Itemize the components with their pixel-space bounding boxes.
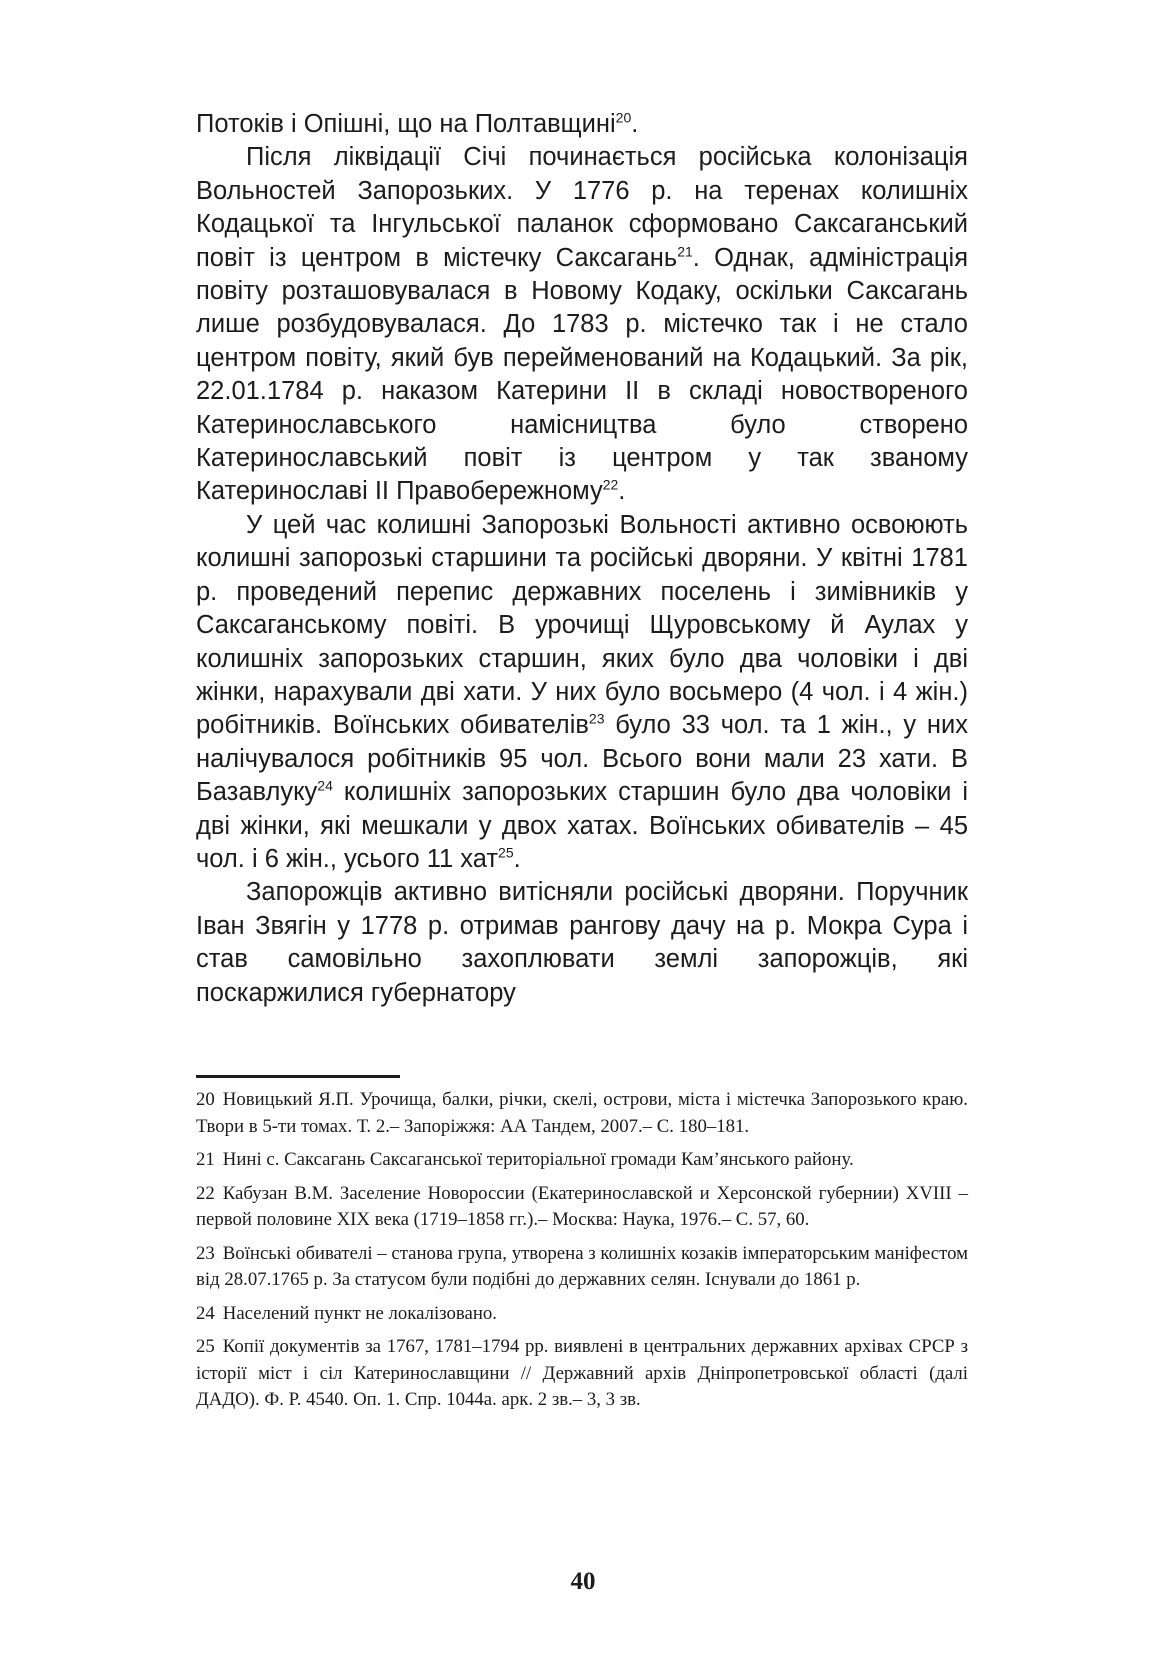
footnote-22 <box>196 1181 968 1234</box>
footnote-24 <box>196 1301 968 1328</box>
footnote-separator <box>196 1075 400 1078</box>
footnote-ref[interactable]: 22 <box>602 476 619 493</box>
paragraph-text: колишніх запорозьких старшин було два чоловіки і дві жінки, які мешкали у двох хатах. Воїнських обивателів – 45 чол. і 6 жін., усього 11 хат <box>196 778 968 873</box>
footnote-ref[interactable]: 23 <box>588 710 605 727</box>
footnote-number: 20 <box>196 1089 215 1110</box>
footnote-number: 21 <box>196 1149 215 1170</box>
footnote-number: 22 <box>196 1182 215 1204</box>
footnote-text: Нині с. Саксагань Саксаганської територіальної громади Кам’янського району. <box>222 1149 854 1170</box>
footnote-ref[interactable]: 24 <box>317 777 333 794</box>
paragraph-1 <box>196 108 968 141</box>
footnote-ref[interactable]: 21 <box>677 243 693 260</box>
footnote-text: Населений пункт не локалізовано. <box>222 1302 497 1324</box>
footnote-number: 24 <box>196 1302 215 1324</box>
footnote-ref[interactable]: 20 <box>615 109 632 126</box>
paragraph-text: . <box>618 477 626 506</box>
footnote-ref[interactable]: 25 <box>498 844 514 861</box>
footnote-number: 23 <box>196 1242 215 1264</box>
page-number: 40 <box>570 1568 596 1595</box>
paragraph-text: Запорожців активно витісняли російські дворяни. Поручник Іван Звягін у 1778 р. отримав рангову дачу на р. Мокра Сура і став самовільно захоплювати землі запорожців, які поскаржилися губернатору <box>196 878 968 1007</box>
paragraph-text: . <box>513 844 521 873</box>
footnote-23 <box>196 1241 968 1294</box>
footnote-number: 25 <box>196 1336 215 1357</box>
paragraph-text: Потоків і Опішні, що на Полтавщині <box>196 110 616 138</box>
footnote-text: Кабузан В.М. Заселение Новороссии (Екатеринославской и Херсонской губернии) XVIII – первой половине XIX века (1719–1858 гг.).– Москва: Наука, 1976.– С. 57, 60. <box>196 1182 968 1230</box>
paragraph-text: . Однак, адміністрація повіту розташовувалася в Новому Кодаку, оскільки Саксагань лише розбудовувалася. До 1783 р. містечко так і не стало центром повіту, який був перейменований на Кодацький. За рік, 22.01.1784 р. наказом Катерини II в складі новоствореного Катеринославського намісництва було створено Катеринославський повіт із центром у так званому Катеринославі II Правобережному <box>196 243 968 506</box>
footnotes <box>196 1087 968 1421</box>
footnote-text: Копії документів за 1767, 1781–1794 рр. виявлені в центральних державних архівах СРСР з історії міст і сіл Катеринославщини // Державний архів Дніпропетровської області (далі ДАДО). Ф. Р. 4540. Оп. 1. Спр. 1044а. арк. 2 зв.– 3, 3 зв. <box>196 1336 968 1410</box>
footnote-25 <box>196 1334 968 1414</box>
paragraph-4 <box>196 876 968 1010</box>
footnote-21 <box>196 1147 968 1174</box>
paragraph-text: . <box>631 110 639 138</box>
paragraph-text: Після ліквідації Січі починається російська колонізація Вольностей Запорозьких. У 1776 р. на теренах колишніх Кодацької та Інгульської паланок сформовано Саксаганський повіт із центром в містечку Саксагань <box>196 143 968 272</box>
main-text <box>196 108 968 1010</box>
footnote-20 <box>196 1087 968 1140</box>
paragraph-2 <box>196 141 968 508</box>
paragraph-3 <box>196 509 968 876</box>
paragraph-text: У цей час колишні Запорозькі Вольності активно освоюють колишні запорозькі старшини та російські дворяни. У квітні 1781 р. проведений перепис державних поселень і зимівників у Саксаганському повіті. В урочищі Щуровському й Аулах у колишніх запорозьких старшин, яких було два чоловіки і дві жінки, нарахували дві хати. У них було восьмеро (4 чол. і 4 жін.) робітників. Воїнських обивателів <box>196 510 968 740</box>
footnote-text: Воїнські обивателі – станова група, утворена з колишніх козаків імператорським маніфестом від 28.07.1765 р. За статусом були подібні до державних селян. Існували до 1861 р. <box>196 1242 968 1290</box>
paragraph-text: було 33 чол. та 1 жін., у них налічувалося робітників 95 чол. Всього вони мали 23 хати. В Базавлуку <box>196 711 968 807</box>
footnote-text: Новицький Я.П. Урочища, балки, річки, скелі, острови, міста і містечка Запорозького краю. Твори в 5-ти томах. Т. 2.– Запоріжжя: АА Тандем, 2007.– С. 180–181. <box>196 1089 968 1137</box>
